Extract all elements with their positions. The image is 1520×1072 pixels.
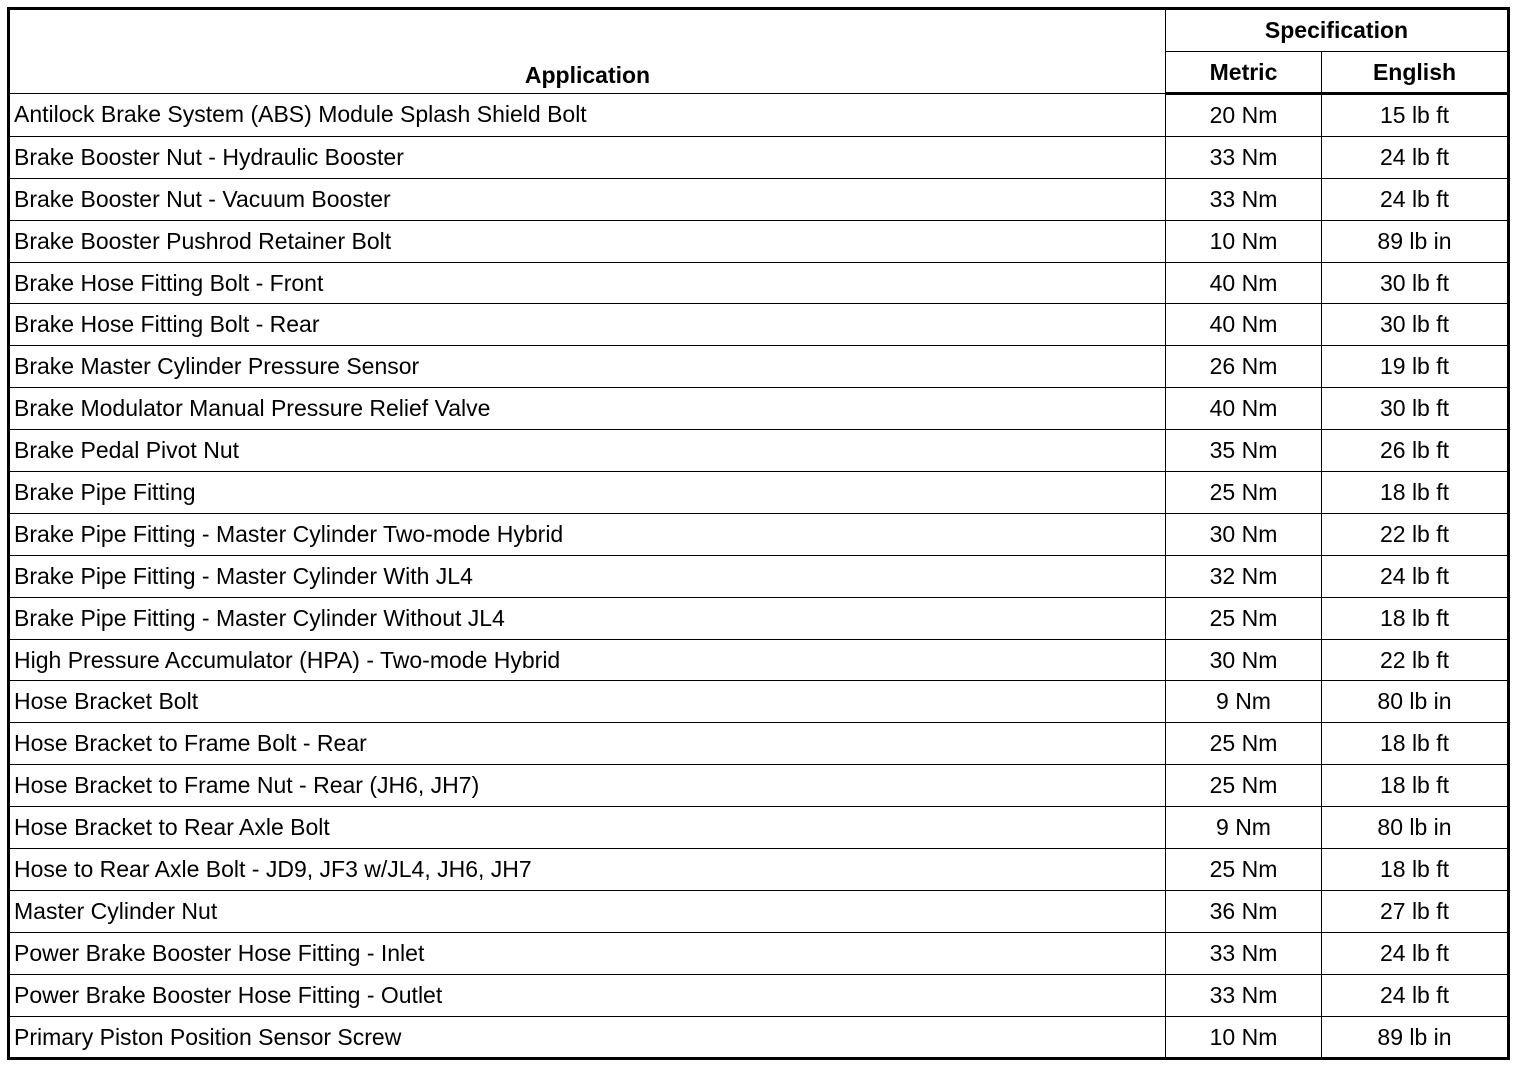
english-cell: 27 lb ft (1322, 890, 1509, 932)
table-row (9, 178, 1509, 220)
table-body (9, 94, 1509, 1059)
application-cell: Brake Pipe Fitting (9, 472, 1166, 514)
table-row (9, 807, 1509, 849)
application-cell: Brake Hose Fitting Bolt - Front (9, 262, 1166, 304)
specification-group-header: Specification (1166, 9, 1509, 52)
table-row (9, 346, 1509, 388)
table-row (9, 974, 1509, 1016)
metric-cell: 40 Nm (1166, 388, 1322, 430)
metric-cell: 25 Nm (1166, 765, 1322, 807)
metric-cell: 25 Nm (1166, 597, 1322, 639)
english-cell: 89 lb in (1322, 220, 1509, 262)
english-column-header: English (1322, 52, 1509, 94)
header-row-top (9, 9, 1509, 52)
table-row (9, 1016, 1509, 1059)
application-cell: Hose Bracket to Frame Nut - Rear (JH6, JH7) (9, 765, 1166, 807)
english-cell: 24 lb ft (1322, 974, 1509, 1016)
metric-cell: 32 Nm (1166, 555, 1322, 597)
application-cell: Brake Booster Nut - Vacuum Booster (9, 178, 1166, 220)
metric-cell: 33 Nm (1166, 974, 1322, 1016)
application-cell: Hose Bracket to Frame Bolt - Rear (9, 723, 1166, 765)
table-row (9, 262, 1509, 304)
metric-cell: 35 Nm (1166, 430, 1322, 472)
metric-cell: 20 Nm (1166, 94, 1322, 137)
metric-cell: 26 Nm (1166, 346, 1322, 388)
english-cell: 89 lb in (1322, 1016, 1509, 1059)
table-row (9, 472, 1509, 514)
table-row (9, 849, 1509, 891)
metric-cell: 30 Nm (1166, 639, 1322, 681)
table-row (9, 723, 1509, 765)
metric-cell: 10 Nm (1166, 1016, 1322, 1059)
english-cell: 24 lb ft (1322, 136, 1509, 178)
table-row (9, 932, 1509, 974)
english-cell: 24 lb ft (1322, 932, 1509, 974)
table-header (9, 9, 1509, 94)
application-cell: Hose Bracket Bolt (9, 681, 1166, 723)
metric-cell: 9 Nm (1166, 681, 1322, 723)
english-cell: 80 lb in (1322, 681, 1509, 723)
english-cell: 18 lb ft (1322, 765, 1509, 807)
english-cell: 24 lb ft (1322, 555, 1509, 597)
application-cell: Master Cylinder Nut (9, 890, 1166, 932)
application-cell: Brake Pedal Pivot Nut (9, 430, 1166, 472)
table-row (9, 136, 1509, 178)
application-cell: Antilock Brake System (ABS) Module Splash Shield Bolt (9, 94, 1166, 137)
english-cell: 18 lb ft (1322, 472, 1509, 514)
english-cell: 19 lb ft (1322, 346, 1509, 388)
english-cell: 24 lb ft (1322, 178, 1509, 220)
english-cell: 18 lb ft (1322, 597, 1509, 639)
english-cell: 18 lb ft (1322, 849, 1509, 891)
english-cell: 15 lb ft (1322, 94, 1509, 137)
metric-cell: 25 Nm (1166, 723, 1322, 765)
application-cell: Brake Pipe Fitting - Master Cylinder Two-mode Hybrid (9, 513, 1166, 555)
english-cell: 22 lb ft (1322, 513, 1509, 555)
english-cell: 22 lb ft (1322, 639, 1509, 681)
application-cell: Primary Piston Position Sensor Screw (9, 1016, 1166, 1059)
table-row (9, 765, 1509, 807)
table-row (9, 430, 1509, 472)
application-cell: High Pressure Accumulator (HPA) - Two-mode Hybrid (9, 639, 1166, 681)
table-row (9, 555, 1509, 597)
metric-cell: 40 Nm (1166, 262, 1322, 304)
application-cell: Power Brake Booster Hose Fitting - Outlet (9, 974, 1166, 1016)
english-cell: 30 lb ft (1322, 388, 1509, 430)
english-cell: 30 lb ft (1322, 262, 1509, 304)
metric-cell: 9 Nm (1166, 807, 1322, 849)
english-cell: 26 lb ft (1322, 430, 1509, 472)
application-cell: Brake Modulator Manual Pressure Relief Valve (9, 388, 1166, 430)
table-row (9, 639, 1509, 681)
metric-column-header: Metric (1166, 52, 1322, 94)
application-cell: Brake Booster Nut - Hydraulic Booster (9, 136, 1166, 178)
metric-cell: 40 Nm (1166, 304, 1322, 346)
application-cell: Brake Master Cylinder Pressure Sensor (9, 346, 1166, 388)
table-row (9, 94, 1509, 137)
application-cell: Hose Bracket to Rear Axle Bolt (9, 807, 1166, 849)
table-row (9, 388, 1509, 430)
application-column-header: Application (9, 9, 1166, 94)
metric-cell: 33 Nm (1166, 136, 1322, 178)
table-row (9, 304, 1509, 346)
metric-cell: 25 Nm (1166, 472, 1322, 514)
table-row (9, 681, 1509, 723)
table-row (9, 597, 1509, 639)
application-cell: Power Brake Booster Hose Fitting - Inlet (9, 932, 1166, 974)
metric-cell: 33 Nm (1166, 932, 1322, 974)
table-row (9, 890, 1509, 932)
torque-specification-table (7, 7, 1510, 1060)
english-cell: 30 lb ft (1322, 304, 1509, 346)
metric-cell: 10 Nm (1166, 220, 1322, 262)
application-cell: Brake Pipe Fitting - Master Cylinder Without JL4 (9, 597, 1166, 639)
application-cell: Brake Booster Pushrod Retainer Bolt (9, 220, 1166, 262)
metric-cell: 25 Nm (1166, 849, 1322, 891)
specification-sheet (7, 7, 1510, 1060)
metric-cell: 33 Nm (1166, 178, 1322, 220)
english-cell: 18 lb ft (1322, 723, 1509, 765)
english-cell: 80 lb in (1322, 807, 1509, 849)
application-cell: Hose to Rear Axle Bolt - JD9, JF3 w/JL4, JH6, JH7 (9, 849, 1166, 891)
metric-cell: 36 Nm (1166, 890, 1322, 932)
table-row (9, 513, 1509, 555)
table-row (9, 220, 1509, 262)
application-cell: Brake Hose Fitting Bolt - Rear (9, 304, 1166, 346)
metric-cell: 30 Nm (1166, 513, 1322, 555)
application-cell: Brake Pipe Fitting - Master Cylinder With JL4 (9, 555, 1166, 597)
